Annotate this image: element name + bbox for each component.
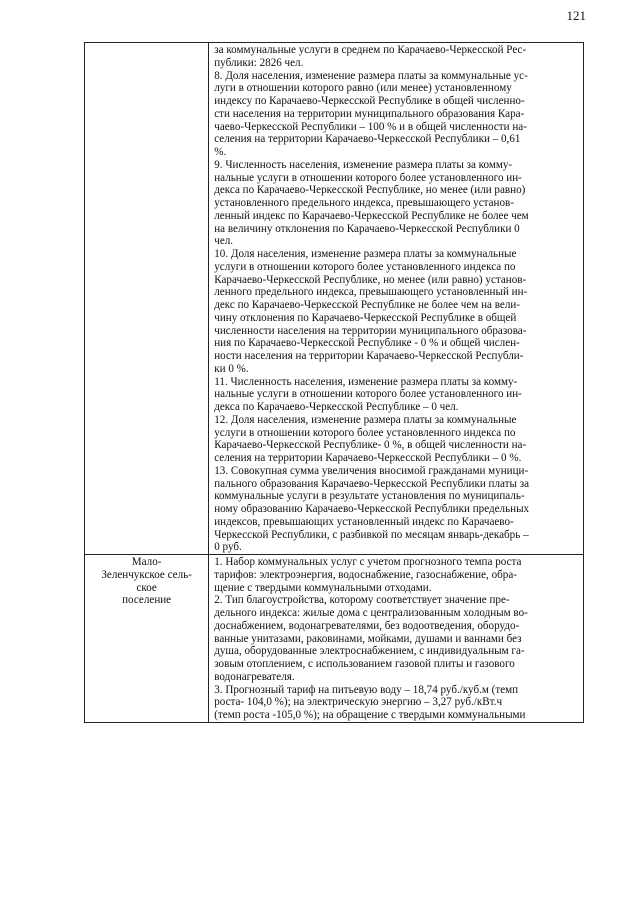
text-line: доснабжением, водонагревателями, без водоотведения, оборудо- (214, 619, 520, 632)
text-line: водонагревателя. (214, 670, 295, 683)
text-line: 0 руб. (214, 541, 242, 554)
text-line: 1. Набор коммунальных услуг с учетом прогнозного темпа роста (214, 556, 522, 568)
text-line: дельного индекса: жилые дома с централизованным холодным во- (214, 607, 528, 619)
indicators-text (209, 43, 583, 554)
text-line: ки 0 %. (214, 362, 249, 375)
text-line: чаево-Черкесской Республики – 100 % и в общей численности на- (214, 120, 527, 133)
text-line: селения на территории Карачаево-Черкесской Республики – 0 %. (214, 452, 522, 464)
indicators-cell (209, 555, 584, 723)
text-line: Карачаево-Черкесской Республике- 0 %, в общей численности на- (214, 439, 527, 452)
indicators-cell (209, 43, 584, 555)
text-line: индексу по Карачаево-Черкесской Республике в общей численно- (214, 95, 525, 107)
text-line: 8. Доля населения, изменение размера платы за коммунальные ус- (214, 69, 528, 82)
text-line: установленного предельного индекса, превышающего установ- (214, 197, 514, 209)
text-line: Зеленчукское сель- (101, 568, 192, 581)
text-line: ское (136, 581, 157, 594)
text-line: ванные унитазами, раковинами, мойками, душами и ваннами без (214, 632, 522, 645)
text-line: 12. Доля населения, изменение размера платы за коммунальные (214, 413, 517, 426)
text-line: пального образования Карачаево-Черкесской Республики платы за (214, 477, 530, 490)
text-line: ному образованию Карачаево-Черкесской Республики предельных (214, 503, 530, 515)
table-row (85, 43, 584, 555)
text-line: щение с твердыми коммунальными отходами. (214, 581, 432, 594)
text-line: публики: 2826 чел. (214, 56, 304, 69)
text-line: 9. Численность населения, изменение размера платы за комму- (214, 158, 513, 171)
text-line: 11. Численность населения, изменение размера платы за комму- (214, 375, 518, 388)
text-line: Мало- (131, 556, 162, 568)
text-line: ленного предельного индекса, превышающего установленный ин- (214, 286, 528, 299)
text-line: нальные услуги в отношении которого более установленного ин- (214, 171, 522, 184)
indicators-text (209, 555, 583, 722)
table-row (85, 555, 584, 723)
settlement-name (85, 555, 208, 607)
text-line: коммунальные услуги в результате установления по муниципаль- (214, 490, 525, 503)
text-line: поселение (122, 594, 172, 607)
text-line: душа, оборудованные электроснабжением, с индивидуальным га- (214, 645, 525, 658)
text-line: декс по Карачаево-Черкесской Республике не более чем на вели- (214, 299, 520, 311)
text-line: Карачаево-Черкесской Республике, но менее (или равно) установ- (214, 273, 527, 286)
document-table (84, 42, 584, 723)
text-line: луги в отношении которого равно (или менее) установленному (214, 82, 512, 95)
text-line: ленный индекс по Карачаево-Черкесской Республике не более чем (214, 209, 529, 222)
text-line: 3. Прогнозный тариф на питьевую воду – 18,74 руб./куб.м (темп (214, 683, 519, 696)
text-line: декса по Карачаево-Черкесской Республике – 0 чел. (214, 401, 459, 413)
text-line: (темп роста -105,0 %); на обращение с твердыми коммунальными (214, 709, 526, 721)
text-line: нальные услуги в отношении которого более установленного ин- (214, 388, 522, 401)
text-line: ния по Карачаево-Черкесской Республике - 0 % и общей числен- (214, 337, 520, 350)
page-number: 121 (566, 8, 586, 23)
text-line: сти населения на территории муниципального образования Кара- (214, 107, 525, 120)
text-line: селения на территории Карачаево-Черкесской Республики – 0,61 (214, 133, 521, 146)
text-line: 2. Тип благоустройства, которому соответствует значение пре- (214, 594, 510, 607)
text-line: роста- 104,0 %); на электрическую энергию – 3,27 руб./кВт.ч (214, 696, 503, 709)
text-line: на величину отклонения по Карачаево-Черкесской Республики 0 (214, 222, 520, 235)
text-line: услуги в отношении которого более установленного индекса по (214, 426, 516, 439)
text-line: услуги в отношении которого более установленного индекса по (214, 260, 516, 273)
text-line: чел. (214, 235, 234, 248)
text-line: за коммунальные услуги в среднем по Карачаево-Черкесской Рес- (214, 44, 527, 56)
text-line: %. (214, 146, 227, 158)
text-line: декса по Карачаево-Черкесской Республике, но менее (или равно) (214, 184, 526, 197)
text-line: индексов, превышающих установленный индекс по Карачаево- (214, 515, 514, 528)
text-line: тарифов: электроэнергия, водоснабжение, газоснабжение, обра- (214, 568, 517, 581)
settlement-cell-empty (85, 43, 209, 555)
settlement-cell (85, 555, 209, 723)
text-line: численности населения на территории муниципального образова- (214, 324, 527, 337)
text-line: 10. Доля населения, изменение размера платы за коммунальные (214, 248, 517, 260)
text-line: чину отклонения по Карачаево-Черкесской Республике в общей (214, 311, 517, 324)
text-line: зовым отоплением, с использованием газовой плиты и газового (214, 658, 515, 670)
text-line: Черкесской Республики, с разбивкой по месяцам январь-декабрь – (214, 528, 529, 541)
text-line: ности населения на территории Карачаево-Черкесской Республи- (214, 350, 524, 362)
text-line: 13. Совокупная сумма увеличения вносимой гражданами муници- (214, 464, 529, 477)
